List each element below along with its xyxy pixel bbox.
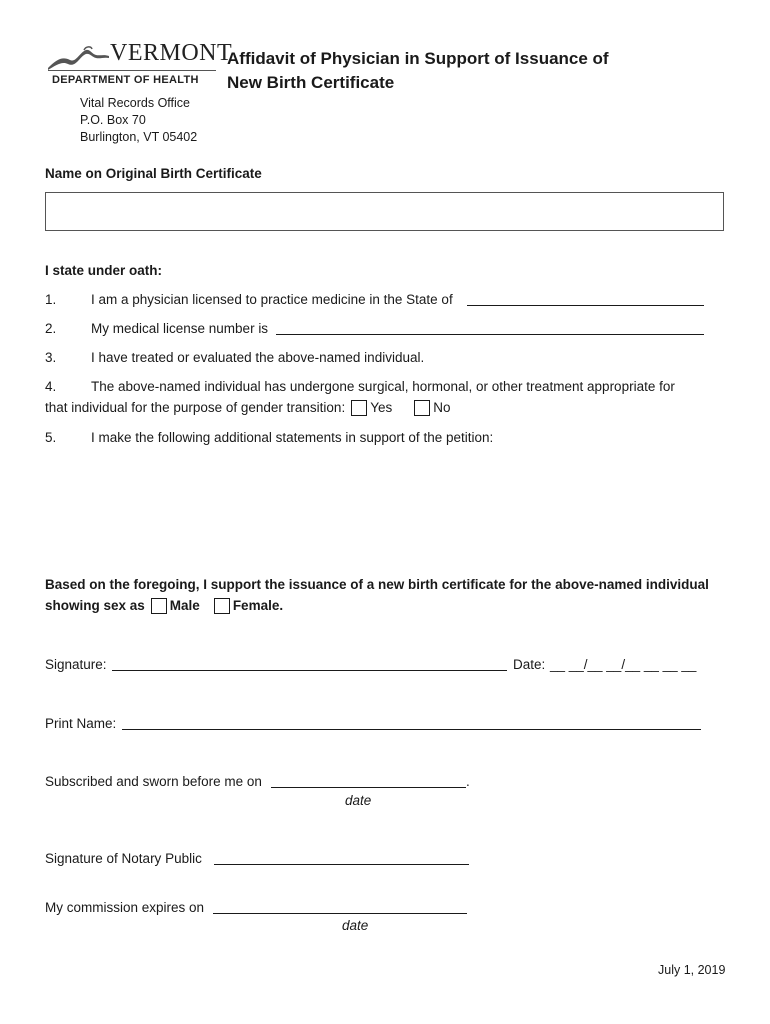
- signature-label: Signature:: [45, 657, 107, 672]
- oath-item-3: [45, 350, 424, 366]
- support-sex-label: showing sex as: [45, 598, 145, 613]
- support-sex-row: [45, 598, 283, 614]
- date-label: Date:: [513, 657, 546, 672]
- subscribed-date-caption: date: [345, 793, 372, 808]
- address-po-box: P.O. Box 70: [80, 113, 146, 127]
- vermont-logo: [46, 40, 233, 92]
- state-field[interactable]: [467, 305, 704, 306]
- oath-item-4: [45, 379, 675, 395]
- oath-item-text: I make the following additional statements in support of the petition:: [91, 430, 494, 445]
- yes-label: Yes: [370, 400, 393, 415]
- oath-item-1: [45, 292, 453, 308]
- page-title-line2: New Birth Certificate: [227, 73, 395, 92]
- date-field[interactable]: __ __/__ __/__ __ __ __: [550, 657, 697, 672]
- oath-item-number: 2.: [45, 321, 57, 336]
- oath-item-number: 5.: [45, 430, 57, 445]
- subscribed-date-field[interactable]: [271, 787, 466, 788]
- notary-signature-field[interactable]: [214, 864, 469, 865]
- address-city: Burlington, VT 05402: [80, 130, 198, 144]
- oath-item-text: I have treated or evaluated the above-named individual.: [91, 350, 425, 365]
- logo-divider: [48, 70, 216, 71]
- male-checkbox[interactable]: [151, 598, 167, 614]
- oath-heading: I state under oath:: [45, 263, 163, 278]
- oath-item-5: [45, 430, 493, 446]
- subscribed-period: .: [466, 774, 470, 789]
- print-name-field[interactable]: [122, 729, 701, 730]
- yes-checkbox[interactable]: [351, 400, 367, 416]
- oath-item-number: 4.: [45, 379, 57, 394]
- no-checkbox[interactable]: [414, 400, 430, 416]
- oath-item-2: [45, 321, 268, 337]
- oath-item-text: I am a physician licensed to practice medicine in the State of: [91, 292, 453, 307]
- support-statement: Based on the foregoing, I support the issuance of a new birth certificate for the above-named individual: [45, 577, 709, 592]
- name-section-label: Name on Original Birth Certificate: [45, 166, 262, 181]
- subscribed-label: Subscribed and sworn before me on: [45, 774, 262, 789]
- female-label: Female.: [232, 598, 284, 613]
- address-office: Vital Records Office: [80, 96, 191, 110]
- no-label: No: [433, 400, 451, 415]
- license-number-field[interactable]: [276, 334, 704, 335]
- page-title-line1: Affidavit of Physician in Support of Issuance of: [227, 49, 609, 68]
- commission-date-caption: date: [342, 918, 369, 933]
- female-checkbox[interactable]: [214, 598, 230, 614]
- notary-signature-label: Signature of Notary Public: [45, 851, 202, 866]
- oath-item-4-continued: [45, 400, 451, 416]
- signature-field[interactable]: [112, 670, 507, 671]
- print-name-label: Print Name:: [45, 716, 117, 731]
- logo-wordmark: VERMONT: [110, 40, 233, 66]
- oath-item-text-2: that individual for the purpose of gender transition:: [45, 400, 346, 415]
- revision-date: July 1, 2019: [658, 963, 726, 977]
- oath-item-number: 1.: [45, 292, 57, 307]
- commission-label: My commission expires on: [45, 900, 205, 915]
- male-label: Male: [169, 598, 200, 613]
- oath-item-text: The above-named individual has undergone surgical, hormonal, or other treatment appropriate for: [91, 379, 675, 394]
- logo-department: DEPARTMENT OF HEALTH: [52, 74, 199, 86]
- oath-item-number: 3.: [45, 350, 57, 365]
- oath-item-text: My medical license number is: [91, 321, 269, 336]
- original-name-input[interactable]: [45, 192, 724, 231]
- mountain-icon: [46, 46, 110, 72]
- commission-date-field[interactable]: [213, 913, 467, 914]
